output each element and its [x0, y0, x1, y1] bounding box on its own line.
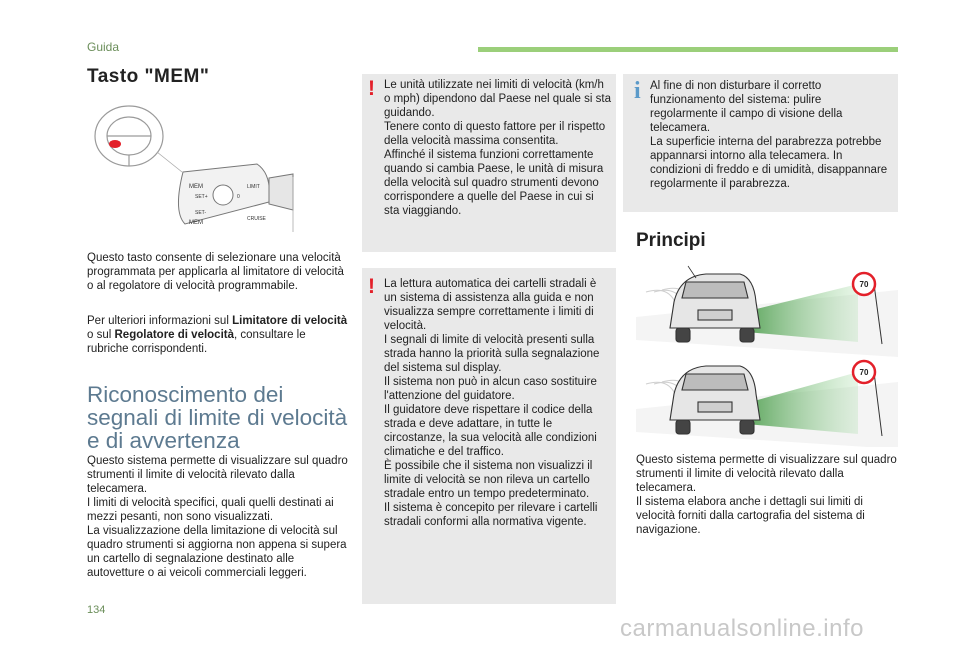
mem-button-highlight: [109, 140, 121, 148]
stalk-label-set-plus: SET+: [195, 194, 208, 200]
steering-wheel-icon: [95, 106, 163, 166]
info-text: Al fine di non disturbare il corretto funzionamento del sistema: pulire regolarmente il campo di visione della telecamera. La superficie interna del parabrezza potrebbe appannarsi intorno alla telecamera. In condizioni di freddo e di umidità, disappannare regolarmente il parabrezza.: [650, 80, 888, 190]
principles-text: Questo sistema permette di visualizzare sul quadro strumenti il limite di velocità rilevato dalla telecamera. Il sistema elabora anche i dettagli sui limiti di velocità forniti dalla cartografia del sistema di navigazione.: [636, 454, 897, 536]
page-title: Tasto "MEM": [87, 66, 210, 87]
camera-recognition-illustration: [636, 262, 898, 447]
stalk-label-cruise: CRUISE: [247, 216, 266, 222]
section-bar: [478, 47, 898, 52]
warning-icon: !: [368, 77, 375, 100]
stalk-label-zero: 0: [237, 194, 240, 200]
stalk-label-limit: LIMIT: [247, 184, 260, 190]
stalk-label-set-minus: SET-: [195, 210, 207, 216]
car-scene-lower: [636, 361, 898, 447]
stalk-label-mem-2: MEM: [189, 220, 203, 226]
link-regolatore: Regolatore di velocità: [114, 329, 235, 341]
link-limitatore: Limitatore di velocità: [232, 315, 348, 327]
section-label: Guida: [87, 40, 120, 54]
warning-units-text: Le unità utilizzate nei limiti di velocità (km/h o mph) dipendono dal Paese nel quale si sta guidando. Tenere conto di questo fattore per il rispetto della velocità massima consentita. Affinché il sistema funzioni correttamente quando si cambia Paese, le unità di misura della velocità sul quadro strumenti devono corrispondere a quelle del Paese in cui si sta viaggiando.: [384, 79, 611, 217]
mem-description: Questo tasto consente di selezionare una velocità programmata per applicarla al limitatore di velocità o al regolatore di velocità programmabile.: [87, 252, 344, 292]
warning-reading-text: La lettura automatica dei cartelli stradali è un sistema di assistenza alla guida e non visualizza sempre correttamente i limiti di velocità. I segnali di limite di velocità presenti sulla strada hanno la priorità sulla segnalazione del sistema sul display. Il sistema non può in alcun caso sostituire l'attenzione del guidatore. Il guidatore deve rispettare il codice della strada e deve adattare, in tutte le circostanze, la sua velocità alle condizioni climatiche e del traffico. È possibile che il sistema non visualizzi il limite di velocità se non rileva un cartello stradale entro un tempo predeterminato. Il sistema è concepito per rilevare i cartelli stradali conformi alla normativa vigente.: [384, 278, 600, 528]
stalk-label-mem: MEM: [189, 184, 203, 190]
section-heading: Riconoscimento dei segnali di limite di velocità e di avvertenza: [87, 382, 348, 453]
warning-icon: !: [368, 275, 375, 298]
speed-sign-value-2: 70: [859, 368, 869, 377]
principles-heading: Principi: [636, 230, 706, 251]
steering-stalk-illustration: [87, 92, 357, 242]
recognition-description: Questo sistema permette di visualizzare sul quadro strumenti il limite di velocità rilevato dalla telecamera. I limiti di velocità specifici, quali quelli destinati ai mezzi pesanti, non sono visualizzati. La visualizzazione della limitazione di velocità sul quadro strumenti si aggiorna non appena si supera un cartello di segnalazione destinato alle autovetture o ai veicoli commerciali leggeri.: [87, 455, 348, 579]
see-also-paragraph: Per ulteriori informazioni sul Limitatore di velocità o sul Regolatore di velocità, consultare le rubriche corrispondenti.: [87, 315, 348, 355]
speed-sign-value: 70: [859, 280, 869, 289]
car-scene-upper: [636, 266, 898, 357]
watermark: carmanualsonline.info: [620, 615, 864, 642]
page-number: 134: [87, 604, 106, 616]
info-icon: i: [634, 78, 641, 104]
